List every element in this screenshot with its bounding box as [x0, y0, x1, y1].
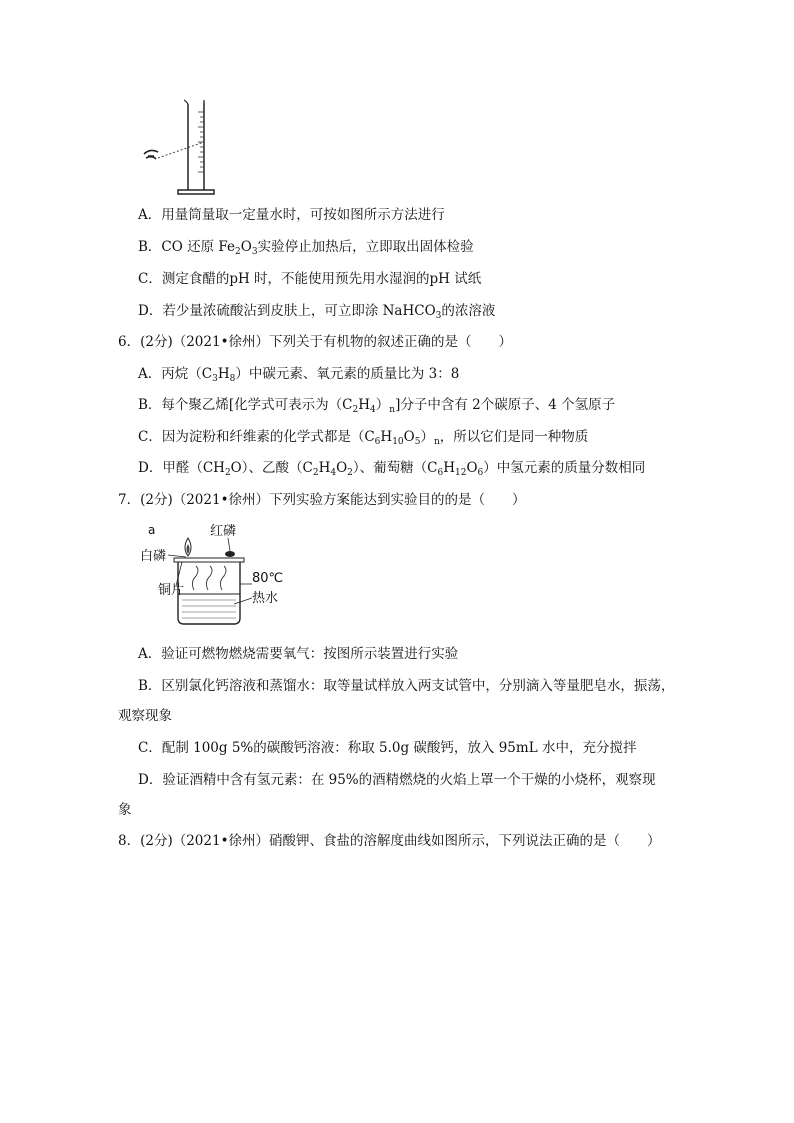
- q7-option-c: C．配制 100g 5%的碳酸钙溶液：称取 5.0g 碳酸钙，放入 95mL 水中，充分搅拌: [138, 740, 637, 756]
- red-phosphorus-blob: [225, 551, 235, 557]
- graduated-cylinder-figure: [138, 98, 228, 198]
- q6-option-d: D．甲醛$(CH_2O)$、乙酸$(C_2H_4O_2)$、葡萄糖$(C_6H_{12}O_6)$中氢元素的质量分数相同: [138, 460, 646, 478]
- label-point-a: a: [148, 523, 156, 537]
- q7-stem: 7．(2分)（2021•徐州）下列实验方案能达到实验目的的是（ ）: [118, 492, 526, 508]
- label-hot-water: 热水: [252, 591, 279, 606]
- label-temperature: 80℃: [252, 571, 284, 586]
- label-copper-sheet: 铜片: [158, 583, 185, 598]
- vapor-curls: [192, 566, 226, 590]
- copper-sheet: [174, 558, 244, 562]
- q7-option-b-line1: B．区别氯化钙溶液和蒸馏水：取等量试样放入两支试管中，分别滴入等量肥皂水，振荡，: [138, 678, 675, 694]
- leader-white-phosphorus: [168, 555, 186, 557]
- q8-stem: 8．(2分)（2021•徐州）硝酸钾、食盐的溶解度曲线如图所示，下列说法正确的是（ ）: [118, 833, 661, 849]
- eye-icon: [144, 150, 158, 159]
- q6-stem: 6．(2分)（2021•徐州）下列关于有机物的叙述正确的是（ ）: [118, 334, 513, 350]
- q7-option-b-line2: 观察现象: [118, 708, 172, 724]
- q5-option-b: B．CO 还原 $Fe_2O_3$实验停止加热后，立即取出固体检验: [138, 239, 474, 257]
- q7-option-a: A．验证可燃物燃烧需要氧气：按图所示装置进行实验: [138, 646, 459, 662]
- q5-option-a: A．用量筒量取一定量水时，可按如图所示方法进行: [138, 207, 445, 223]
- water-hatch: [182, 600, 236, 618]
- leader-hot-water: [234, 598, 252, 604]
- cylinder-spout: [184, 100, 204, 104]
- sight-line: [158, 142, 204, 158]
- combustion-experiment-figure: [138, 520, 298, 632]
- cylinder-base: [178, 190, 214, 194]
- q6-option-c: C．因为淀粉和纤维素的化学式都是$(C_6H_{10}O_5)_n$，所以它们是同一种物质: [138, 429, 589, 447]
- q6-option-a: A．丙烷$(C_3H_8)$中碳元素、氧元素的质量比为 3：8: [138, 366, 460, 384]
- q7-option-d-line1: D．验证酒精中含有氢元素：在 95%的酒精燃烧的火焰上罩一个干燥的小烧杯，观察现: [138, 772, 656, 788]
- beaker: [178, 562, 240, 624]
- q5-option-c: C．测定食醋的pH 时，不能使用预先用水湿润的pH 试纸: [138, 271, 482, 287]
- label-red-phosphorus: 红磷: [210, 524, 237, 539]
- leader-red-phosphorus: [228, 538, 230, 551]
- q5-option-d: D．若少量浓硫酸沾到皮肤上，可立即涂 NaHCO$_3$的浓溶液: [138, 303, 496, 321]
- label-white-phosphorus: 白磷: [140, 549, 167, 564]
- q7-option-d-line2: 象: [118, 802, 132, 818]
- q6-option-b: B．每个聚乙烯[化学式可表示为$(C_2H_4)_n$]分子中含有 2个碳原子、4 个氢原子: [138, 397, 616, 415]
- cylinder-scale: [198, 112, 204, 172]
